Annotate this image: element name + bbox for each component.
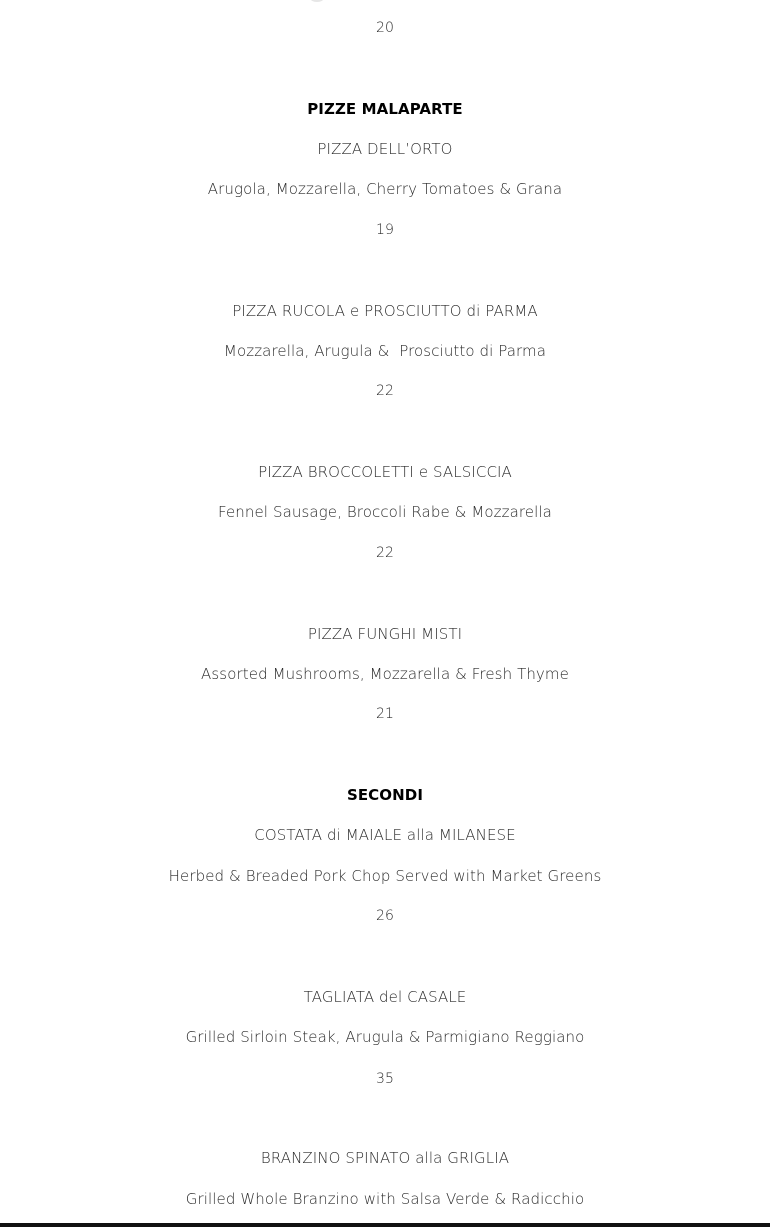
item-price: 26 — [375, 908, 394, 924]
item-name: PIZZA RUCOLA e PROSCIUTTO di PARMA — [232, 302, 538, 320]
item-name: PIZZA BROCCOLETTI e SALSICCIA — [258, 463, 512, 481]
item-description: Grilled Sirloin Steak, Arugula & Parmigiano Reggiano — [185, 1028, 585, 1046]
bottom-border — [0, 1223, 770, 1227]
section-heading-secondi: SECONDI — [346, 786, 424, 804]
item-price: 21 — [375, 706, 394, 722]
item-description: Assorted Mushrooms, Mozzarella & Fresh Thyme — [201, 665, 569, 683]
item-name: PIZZA DELL’ORTO — [317, 140, 453, 158]
item-name: COSTATA di MAIALE alla MILANESE — [254, 826, 516, 844]
item-description: Mozzarella, Arugula & Prosciutto di Parma — [223, 342, 547, 360]
item-price: 20 — [375, 20, 394, 36]
item-price: 35 — [375, 1071, 394, 1087]
item-price: 22 — [375, 545, 394, 561]
item-description: Fennel Sausage, Broccoli Rabe & Mozzarella — [218, 503, 552, 521]
item-price: 19 — [375, 222, 394, 238]
item-name: TAGLIATA del CASALE — [303, 988, 467, 1006]
decorative-mark — [310, 0, 324, 2]
item-name: PIZZA FUNGHI MISTI — [307, 625, 463, 643]
section-heading-pizze: PIZZE MALAPARTE — [307, 100, 463, 118]
item-description: Arugola, Mozzarella, Cherry Tomatoes & Grana — [207, 180, 563, 198]
item-name: BRANZINO SPINATO alla GRIGLIA — [260, 1149, 510, 1167]
item-description: Herbed & Breaded Pork Chop Served with Market Greens — [168, 867, 602, 885]
item-price: 22 — [375, 383, 394, 399]
item-description: Grilled Whole Branzino with Salsa Verde & Radicchio — [185, 1190, 585, 1208]
